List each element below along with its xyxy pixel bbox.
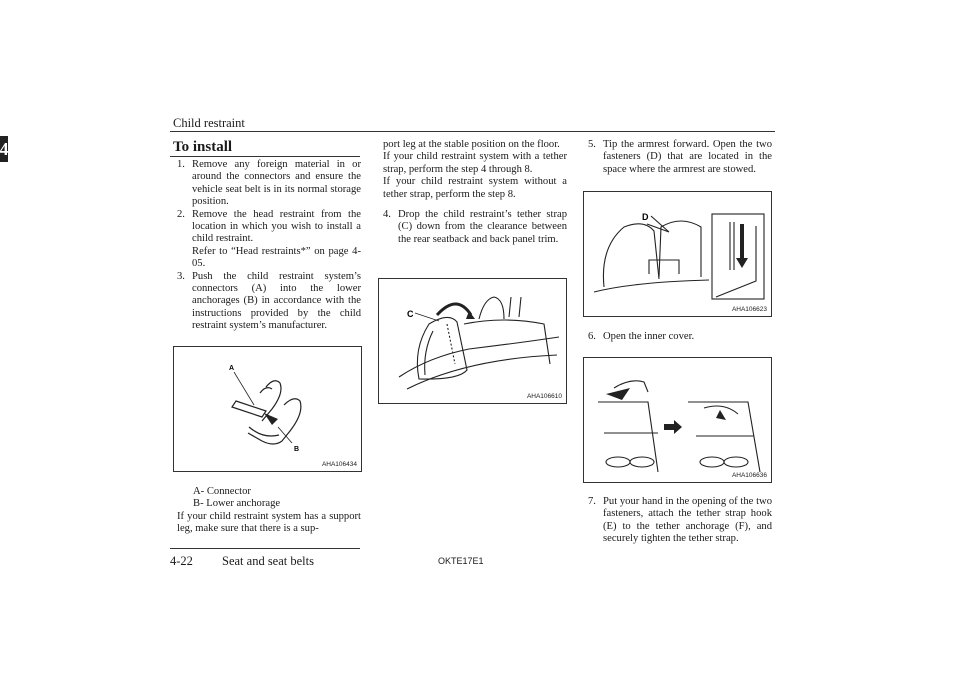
page-number: 4-22 [170, 554, 193, 568]
label-a: A [229, 365, 235, 372]
chapter-title: Seat and seat belts [222, 554, 314, 568]
figure-connector [173, 346, 362, 472]
figure-armrest [583, 191, 772, 317]
section-header: Child restraint [173, 116, 245, 130]
step-1: 1. Remove any foreign material in or around the connectors and ensure the vehicle seat belt is in its normal storage position. [177, 159, 361, 208]
page-title: To install [173, 139, 233, 155]
column-1-continuation: If your child restraint system has a support leg, make sure that there is a sup- [177, 511, 361, 535]
step-2: 2. Remove the head restraint from the location in which you wish to install a child restraint. [177, 208, 361, 245]
column-3-step-6 [588, 331, 772, 343]
armrest-illustration [584, 192, 771, 316]
figure-legend: A- Connector B- Lower anchorage [193, 486, 281, 510]
step-7: 7. Put your hand in the opening of the two fasteners, attach the tether strap hook (E) to the tether anchorage (F), and securely tighten the tether strap. [588, 496, 772, 545]
column-1-text [177, 159, 361, 333]
document-code: OKTE17E1 [438, 556, 484, 566]
label-d: D [642, 212, 649, 222]
step-4: 4. Drop the child restraint’s tether strap (C) down from the clearance between the rear seatback and back panel trim. [383, 209, 567, 245]
inner-cover-illustration [584, 358, 771, 482]
figure-code: AHA106434 [321, 461, 357, 468]
connector-illustration [174, 347, 361, 471]
column-2-text: port leg at the stable position on the floor. If your child restraint system with a tether strap, perform the step 4 through 8. If your child restraint system without a tether strap, perform the step 8. 4. Drop the child restraint’s tether strap (C) down from the clearance between the rear seatback and back panel trim. [383, 139, 567, 245]
label-b: B [294, 446, 300, 453]
figure-code: AHA106623 [731, 306, 767, 313]
column-3-step-5 [588, 139, 772, 176]
step-6: 6. Open the inner cover. [588, 331, 695, 342]
label-c: C [407, 309, 414, 319]
figure-code: AHA106610 [526, 393, 562, 400]
footer-rule [170, 548, 360, 549]
figure-code: AHA106636 [731, 472, 767, 479]
chapter-tab: 4 [0, 136, 8, 162]
step-3: 3. Push the child restraint system’s connectors (A) into the lower anchorages (B) in accordance with the instructions provided by the child restraint system’s manufacturer. [177, 270, 361, 332]
figure-inner-cover [583, 357, 772, 483]
tether-illustration [379, 279, 566, 403]
figure-tether-strap [378, 278, 567, 404]
step-5: 5. Tip the armrest forward. Open the two fasteners (D) that are located in the space where the armrest are stowed. [588, 139, 772, 175]
header-rule [170, 131, 775, 132]
step-2-reference: Refer to “Head restraints*” on page 4-05. [192, 245, 361, 270]
title-rule [170, 156, 360, 157]
column-3-step-7 [588, 496, 772, 546]
